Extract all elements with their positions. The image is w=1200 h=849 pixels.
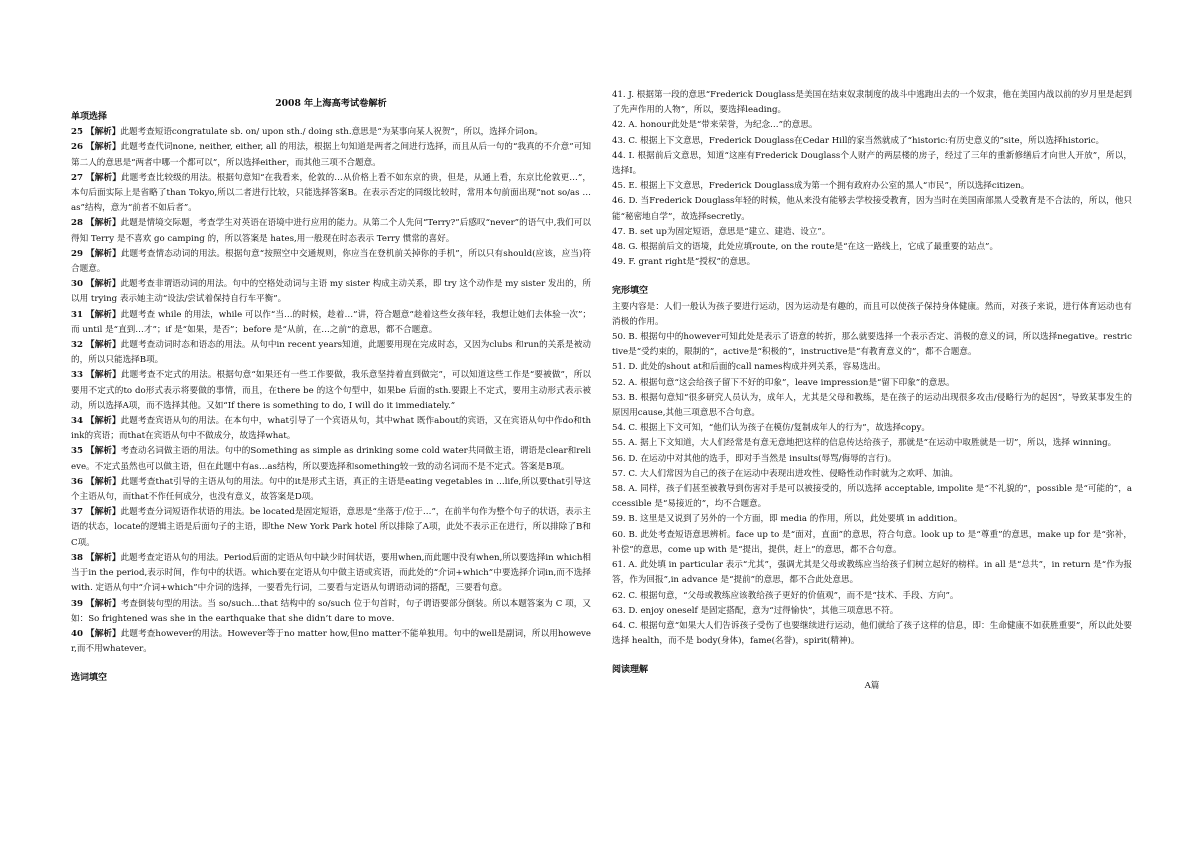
analysis-item	[71, 505, 591, 551]
word-fill-item: 46. D. 当Frederick Douglass年轻的时候，他从来没有能够去学校接受教育，因为当时在美国南部黑人受教育是不合法的，所以，他只能“秘密地自学”，故选择secretly。	[612, 196, 1132, 222]
analysis-item	[71, 140, 591, 170]
item-number-tag: 40 【解析】	[71, 628, 121, 639]
item-text: 此题考查情态动词的用法。根据句意“按照空中交通规则，你应当在登机前关掉你的手机”，所以只有should(应该，应当)符合题意。	[71, 248, 591, 275]
cloze-item: 59. B. 这里是又说到了另外的一个方面，即 media 的作用，所以，此处要填 in addition。	[612, 514, 963, 525]
analysis-item	[71, 627, 591, 657]
word-fill-item: 45. E. 根据上下文意思，Frederick Douglass成为第一个拥有政府办公室的黑人“市民”，所以选择citizen。	[612, 181, 1030, 192]
document-title: 2008 年上海高考试卷解析	[275, 98, 387, 109]
analysis-item	[71, 444, 591, 474]
item-number-tag: 31 【解析】	[71, 309, 121, 320]
word-fill-item: 41. J. 根据第一段的意思“Frederick Douglass是美国在结束奴隶制度的战斗中逃跑出去的一个奴隶，他在美国内战以前的岁月里是起到了先声作用的人物”，所以，要选择leading。	[612, 90, 1132, 116]
cloze-item: 64. C. 根据句意“如果大人们告诉孩子受伤了也要继续进行运动，他们就给了孩子这样的信息，即：生命健康不如获胜重要”，所以此处要选择 health，而不是 body(身体)，fame(名誉)，spirit(精神)。	[612, 620, 1132, 647]
item-number-tag: 35 【解析】	[71, 446, 121, 457]
cloze-item: 54. C. 根据上下文可知，“他们认为孩子在模仿/复制成年人的行为”，故选择copy。	[612, 423, 930, 434]
cloze-item: 50. B. 根据句中的however可知此处是表示了语意的转折，那么就要选择一个表示否定、消极的意义的词，所以选择negative。restrictive是“受约束的，限制的”，active是“积极的”，instructive是“有教育意义的”，都不合题意。	[612, 332, 1132, 358]
item-text: 考查动名词做主语的用法。句中的Something as simple as drinking some cold water共同做主语，谓语是clear和relieve。不定式虽然也可以做主语，但在此题中有as…as结构，所以要选择和something较一致的动名词而不是不定式。答案是B项。	[71, 446, 591, 472]
item-number-tag: 39 【解析】	[71, 598, 121, 609]
analysis-item	[71, 368, 591, 414]
item-number-tag: 28 【解析】	[71, 218, 121, 229]
word-fill-item: 49. F. grant right是“授权”的意思。	[612, 257, 756, 268]
cloze-item: 55. A. 据上下文知道，大人们经常是有意无意地把这样的信息传达给孩子，那就是“在运动中取胜就是一切”，所以，选择 winning。	[612, 438, 1117, 449]
left-column	[71, 110, 591, 687]
analysis-item	[71, 551, 591, 597]
cloze-item: 61. A. 此处填 in particular 表示“尤其”，强调尤其是父母或教练应当给孩子们树立起好的榜样。in all 是“总共”，in return 是“作为报答，作为回报”,in advance 是“提前”的意思，都不合此处意思。	[612, 560, 1132, 586]
analysis-item	[71, 597, 591, 627]
right-column	[612, 88, 1132, 694]
item-text: 此题考查代词none, neither, either, all 的用法，根据上句知道是两者之间进行选择，而且从后一句的“我真的不介意”可知第二人的意思是“两者中哪一个都可以”，所以选择either，而其他三项不合题意。	[71, 142, 591, 168]
section-heading-single-choice: 单项选择	[71, 112, 108, 122]
item-text: 此题考查 while 的用法，while 可以作“当…的时候，趁着…”讲，符合题意“趁着这些女孩年轻，我想让她们去体验一次”；而 until 是“直到…才”；if 是“如果，是否”；before 是“从前，在…之前”的意思，都不合题意。	[71, 309, 591, 335]
cloze-intro: 主要内容是：人们一般认为孩子要进行运动，因为运动是有趣的，而且可以使孩子保持身体健康。然而，对孩子来说，进行体育运动也有消极的作用。	[612, 301, 1132, 327]
reading-passage-label: A篇	[864, 680, 880, 691]
word-fill-answers	[612, 88, 1132, 270]
item-number-tag: 29 【解析】	[71, 248, 121, 259]
item-text: 此题考查定语从句的用法。Period后面的定语从句中缺少时间状语，要用when,而此题中没有when,所以要选择in which相当于in the period,表示时间，作句中的状语。which要在定语从句中做主语或宾语，而此处的“介词+which”中要选择介词in,而不选择with. 定语从句中“介词+which”中介词的选择，一要看先行词，二要看与定语从句谓语动词的搭配，三要看句意。	[71, 552, 591, 594]
cloze-item: 56. D. 在运动中对其他的选手，即对手当然是 insults(辱骂/侮辱的言行)。	[612, 453, 897, 464]
item-number-tag: 30 【解析】	[71, 279, 121, 290]
cloze-item: 51. D. 此处的shout at和后面的call names构成并列关系，容易选出。	[612, 362, 886, 373]
cloze-item: 62. C. 根据句意，“父母或教练应该教给孩子更好的价值观”，而不是“技术、手段、方向”。	[612, 590, 959, 601]
cloze-item: 53. B. 根据句意知“很多研究人员认为，成年人，尤其是父母和教练，是在孩子的运动出现很多攻击/侵略行为的起因”，导致某事发生的原因用cause,其他三项意思不合句意。	[612, 392, 1132, 419]
word-fill-item: 48. G. 根据前后文的语境，此处应填route, on the route是“在这一路线上，它成了最重要的站点”。	[612, 242, 999, 253]
single-choice-list	[71, 125, 591, 657]
item-number-tag: 33 【解析】	[71, 370, 121, 381]
item-text: 此题考查非谓语动词的用法。句中的空格处动词与主语 my sister 构成主动关系，即 try 这个动作是 my sister 发出的，所以用 trying 表示她主动“设法/尝试着保持自行车平衡”。	[71, 279, 591, 305]
analysis-item	[71, 216, 591, 246]
word-fill-item: 44. I. 根据前后文意思，知道“这座有Frederick Douglass个人财产的两层楼的房子，经过了三年的重新修缮后才向世人开放”，所以，选择I。	[612, 150, 1132, 177]
cloze-item: 58. A. 同样，孩子们甚至被教导到伤害对手是可以被接受的，所以选择 acceptable, impolite 是“不礼貌的”，possible 是“可能的”，accessible 是“易接近的”，均不合题意。	[612, 484, 1132, 510]
item-number-tag: 32 【解析】	[71, 340, 121, 351]
analysis-item	[71, 414, 591, 444]
item-number-tag: 37 【解析】	[71, 507, 121, 518]
analysis-item	[71, 475, 591, 505]
analysis-item	[71, 125, 591, 140]
word-fill-item: 42. A. honour此处是“带来荣誉，为纪念…”的意思。	[612, 120, 818, 131]
item-text: 此题考查分词短语作状语的用法。be located是固定短语，意思是“坐落于/位于…”，在前半句作为整个句子的状语，表示主语的状态，locate的逻辑主语是后面句子的主语，即the New York Park hotel 所以排除了A项，此处不表示正在进行，所以排除了B和C项。	[71, 507, 591, 548]
analysis-item	[71, 308, 591, 338]
analysis-item	[71, 247, 591, 277]
cloze-item: 63. D. enjoy oneself 是固定搭配，意为“过得愉快”，其他三项意思不符。	[612, 605, 899, 616]
item-text: 此题考查不定式的用法。根据句意“如果还有一些工作要做，我乐意坚持着直到做完”，可以知道这些工作是“要被做”，所以要用不定式的to do形式表示将要做的事情，而且，在there be 的这个句型中，如果be 后面的sth.要跟上不定式，要用主动形式表示被动，所以选择A项，而不选择其他。又如“If there is something to do, I will do it immediately.”	[71, 370, 591, 411]
analysis-item	[71, 338, 591, 368]
item-number-tag: 36 【解析】	[71, 476, 121, 487]
item-text: 此题考查动词时态和语态的用法。从句中in recent years知道，此题要用现在完成时态，又因为clubs 和run的关系是被动的，所以只能选择B项。	[71, 340, 591, 366]
item-text: 考查倒装句型的用法。当 so/such…that 结构中的 so/such 位于句首时，句子谓语要部分倒装。所以本题答案为 C 项，又如：So frightened was she in the earthquake that she didn’t dare to move.	[71, 598, 592, 624]
analysis-item	[71, 277, 591, 307]
section-heading-word-fill: 选词填空	[71, 673, 108, 684]
item-number-tag: 26 【解析】	[71, 142, 121, 153]
item-text: 此题考查however的用法。However等于no matter how,但no matter不能单独用。句中的well是副词，所以用however,而不用whatever。	[71, 628, 591, 655]
word-fill-item: 43. C. 根据上下文意思，Frederick Douglass在Cedar Hill的家当然就成了“historic:有历史意义的”site，所以选择historic。	[612, 135, 1105, 146]
item-text: 此题考查宾语从句的用法。在本句中，what引导了一个宾语从句，其中what 既作about的宾语，又在宾语从句中作do和think的宾语；而that在宾语从句中不做成分，故选择what。	[71, 416, 591, 442]
section-heading-cloze: 完形填空	[612, 286, 649, 297]
cloze-answers	[612, 330, 1132, 649]
item-number-tag: 38 【解析】	[71, 552, 121, 563]
cloze-item: 57. C. 大人们常因为自己的孩子在运动中表现出进攻性、侵略性动作时就为之欢呼、加油。	[612, 468, 959, 479]
analysis-item	[71, 171, 591, 217]
item-text: 此题考查比较级的用法。根据句意知“在我看来，伦敦的…从价格上看不如东京的贵，但是，从通上看，东京比伦敦更…”，本句后面实际上是省略了than Tokyo,所以二者进行比较，只能选择答案B。在表示否定的同级比较时，常用本句前面出现“not so/as …as”结构，意为“前者不如后者”。	[71, 172, 591, 214]
cloze-item: 52. A. 根据句意“这会给孩子留下不好的印象”，leave impression是“留下印象”的意思。	[612, 377, 955, 388]
item-text: 此题考查that引导的主语从句的用法。句中的it是形式主语，真正的主语是eating vegetables in …life,所以要that引导这个主语从句，而that不作任何成分，也没有意义，故答案是D项。	[71, 476, 592, 503]
word-fill-item: 47. B. set up为固定短语，意思是“建立、建造、设立”。	[612, 226, 831, 237]
item-number-tag: 25 【解析】	[71, 127, 121, 138]
item-text: 此题是情境交际题，考查学生对英语在语境中进行应用的能力。从第二个人先问“Terry?”后感叹“never”的语气中,我们可以得知 Terry 是不喜欢 go camping 的，所以答案是 hates,用一般现在时态表示 Terry 惯常的喜好。	[71, 218, 591, 244]
cloze-item: 60. B. 此处考查短语意思辨析。face up to 是“面对，直面”的意思，符合句意。look up to 是“尊重”的意思，make up for 是“弥补，补偿”的意思，come up with 是“提出，提供，赶上”的意思，都不合句意。	[612, 529, 1132, 555]
section-heading-reading: 阅读理解	[612, 665, 649, 676]
item-text: 此题考查短语congratulate sb. on/ upon sth./ doing sth.意思是“为某事向某人祝贺”，所以，选择介词on。	[120, 127, 543, 138]
item-number-tag: 34 【解析】	[71, 416, 121, 427]
item-number-tag: 27 【解析】	[71, 172, 121, 183]
